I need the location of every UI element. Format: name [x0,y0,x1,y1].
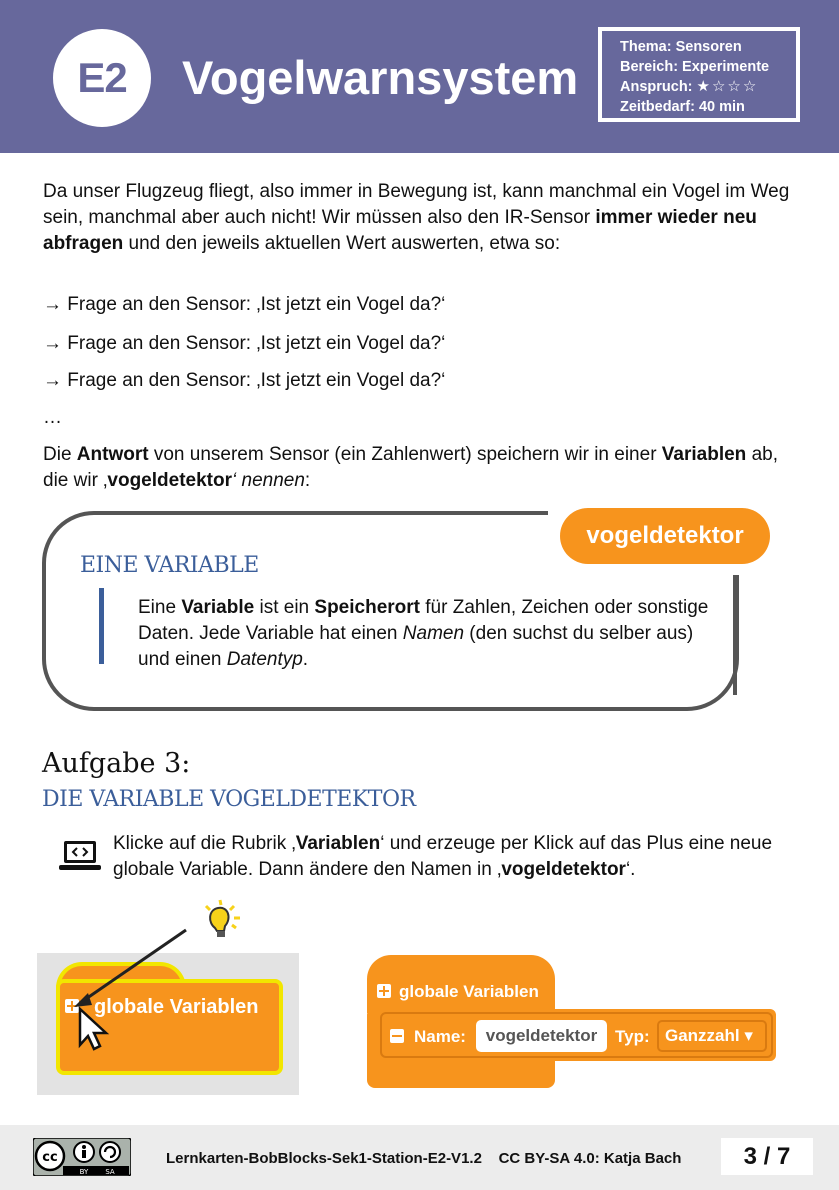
def-italic-datentyp: Datentyp [226,649,303,670]
lightbulb-icon [198,898,244,944]
answer-text-c: ab, die wir ‚ [43,444,778,491]
def-text-5: . [302,649,309,670]
svg-text:cc: cc [42,1150,58,1165]
global-variables-header-label: globale Variablen [399,982,539,1001]
ellipsis: … [43,407,62,428]
global-variables-block-footer [367,1055,555,1088]
intro-text-a: Da unser Flugzeug fliegt, also immer in Bewegung ist, kann manchmal ein Vogel im Weg sein, manchmal aber auch nicht! Wir müssen also den IR-Sensor [43,181,790,228]
question-line-3: → Frage an den Sensor: ‚Ist jetzt ein Vogel da?‘ [43,370,446,391]
def-text-1: Eine [138,597,182,618]
footer-license-text: Lernkarten-BobBlocks-Sek1-Station-E2-V1.2 CC BY-SA 4.0: Katja Bach [166,1150,682,1167]
meta-anspruch-label: Anspruch: [620,79,693,95]
meta-thema: Thema: Sensoren [620,39,742,55]
name-label: Name: [414,1027,466,1046]
pointer-arrow-icon [66,925,192,1055]
answer-text-b: von unserem Sensor (ein Zahlenwert) speichern wir in einer [148,444,662,465]
task-bold-vogeldetektor: vogeldetektor [501,859,626,880]
quote-bar [99,588,104,664]
variable-type-dropdown[interactable] [657,1020,767,1052]
station-badge: E2 [53,29,151,127]
remove-variable-minus-icon[interactable] [390,1029,404,1043]
answer-bold-variablen: Variablen [661,444,747,465]
answer-bold-vogeldetektor: vogeldetektor [107,470,232,491]
task-bold-variablen: Variablen [295,833,381,854]
meta-anspruch [620,77,796,98]
answer-text-e: : [304,470,311,491]
variable-name-field[interactable]: vogeldetektor [476,1020,607,1052]
meta-zeit: Zeitbedarf: 40 min [620,98,745,115]
variable-heading: EINE VARIABLE [80,553,259,578]
answer-text-d: ‘ [232,470,242,491]
type-value: Ganzzahl [665,1026,740,1045]
def-text-2: ist ein [254,597,315,618]
intro-bold: immer wieder neu abfragen [43,207,757,254]
answer-text-a: Die [43,444,77,465]
task-instruction [113,831,818,883]
def-italic-namen: Namen [402,623,465,644]
answer-bold-antwort: Antwort [76,444,149,465]
answer-italic-nennen: nennen [241,470,305,491]
variable-definition-text [138,595,728,673]
page-number: 3 / 7 [721,1138,813,1175]
laptop-code-icon [58,838,102,876]
def-bold-speicherort: Speicherort [314,597,420,618]
def-bold-variable: Variable [181,597,255,618]
def-text-4: (den suchst du selber aus) und einen [138,623,694,670]
box-border-segment [733,575,737,695]
task-subtitle: DIE VARIABLE VOGELDETEKTOR [42,787,416,812]
task-text-2: ‘ und erzeuge per Klick auf das Plus eine neue globale Variable. Dann ändere den Namen in ‚ [113,833,773,880]
cc-by-sa-license-icon [33,1138,131,1176]
difficulty-stars-icon: ★☆☆☆ [696,78,759,95]
chevron-down-icon: ▾ [744,1026,753,1045]
add-variable-plus-icon-2[interactable] [377,984,391,998]
global-variables-label: globale Variablen [94,996,259,1018]
page-title: Vogelwarnsystem [182,51,579,104]
meta-bereich: Bereich: Experimente [620,58,770,75]
answer-paragraph [43,442,803,494]
type-label: Typ: [615,1027,650,1046]
variable-pill: vogeldetektor [560,508,770,564]
cc-sa-text: SA [105,1168,115,1176]
intro-paragraph [43,179,803,257]
task-label: Aufgabe 3: [42,748,191,779]
meta-box [598,27,800,122]
intro-text-b: und den jeweils aktuellen Wert auswerten, etwa so: [123,233,561,254]
cc-by-text: BY [79,1168,89,1176]
question-line-1: → Frage an den Sensor: ‚Ist jetzt ein Vogel da?‘ [43,294,446,315]
task-text-1: Klicke auf die Rubrik ‚ [113,833,296,854]
def-text-3: für Zahlen, Zeichen oder sonstige Daten. Jede Variable hat einen [138,597,709,644]
task-text-3: ‘. [625,859,636,880]
question-line-2: → Frage an den Sensor: ‚Ist jetzt ein Vogel da?‘ [43,333,446,354]
